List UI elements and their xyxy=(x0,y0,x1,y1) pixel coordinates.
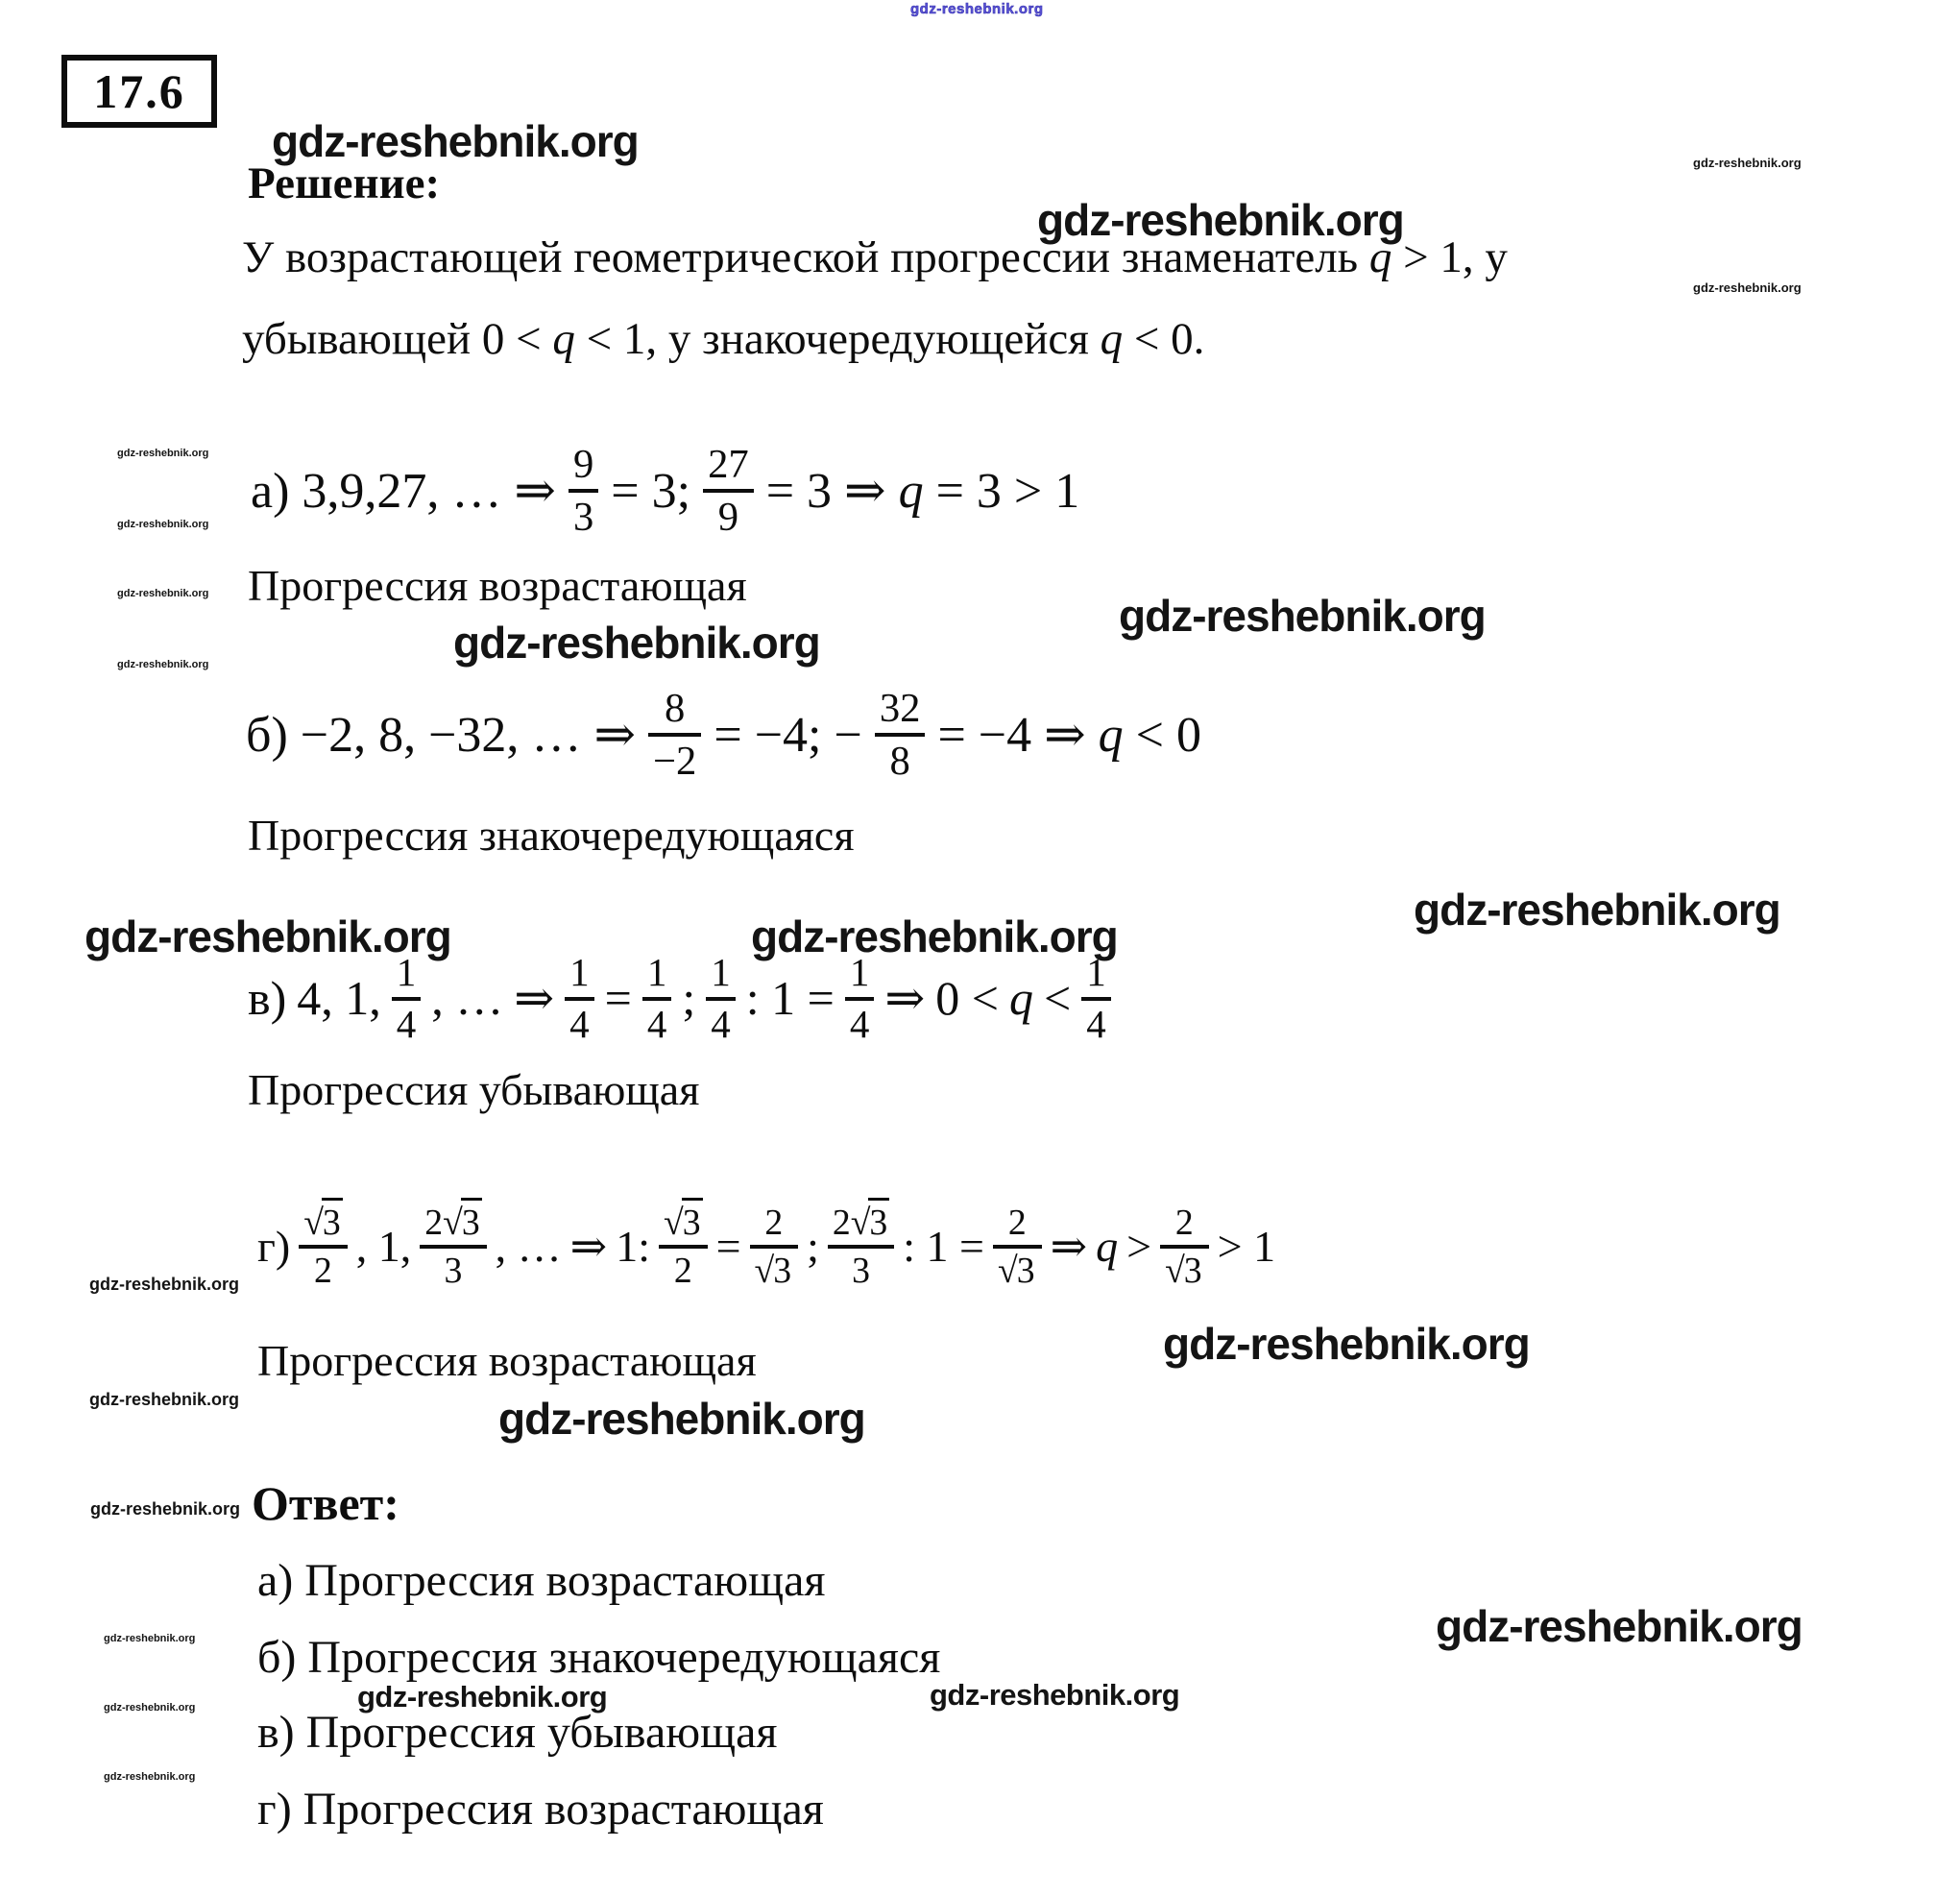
fraction-bar xyxy=(659,1245,708,1249)
q-variable: q xyxy=(1098,707,1124,763)
fraction-bar xyxy=(648,733,701,737)
answer-b: б) Прогрессия знакочередующаяся xyxy=(257,1632,941,1683)
part-label: г) xyxy=(257,1222,291,1272)
fraction: $\frac{1}{4}$ xyxy=(392,953,422,1045)
fraction: $\frac{2}{√3}$ xyxy=(1160,1204,1209,1290)
fraction: $\frac{2√3}{3}$ xyxy=(828,1204,894,1290)
sqrt-sign: √ xyxy=(754,1251,773,1292)
q-variable: q xyxy=(1368,232,1392,282)
implies-arrow: ⇒ xyxy=(593,707,637,763)
implies-arrow: ⇒ xyxy=(514,463,556,519)
fraction: $\frac{√3}{2}$ xyxy=(659,1204,708,1290)
answer-heading: Ответ: xyxy=(252,1476,399,1530)
equation-a: а) 3,9,27, … ⇒ $\frac{9}{3}$ = 3; $\frac{27}{9}$ = 3 ⇒ q = 3 > 1 xyxy=(251,442,1080,541)
watermark: gdz-reshebnik.org xyxy=(272,116,639,166)
conclusion-g: Прогрессия возрастающая xyxy=(257,1336,757,1385)
watermark: gdz-reshebnik.org xyxy=(1037,195,1404,245)
fraction: $\frac{1}{4}$ xyxy=(706,953,736,1045)
equation-g: г) $\frac{√3}{2}$ , 1, $\frac{2√3}{3}$ , … ⇒ 1: $\frac{√3}{2}$ = $\frac{2}{√3}$ ; $\frac{2√3}{3}$ : 1 = $\frac{2}{√3}$ ⇒ q > $\frac{2}{√3}$ > 1 xyxy=(257,1204,1275,1290)
answer-v: в) Прогрессия убывающая xyxy=(257,1707,778,1758)
sequence: −2, 8, −32, … xyxy=(300,707,582,763)
fraction-bar xyxy=(875,733,926,737)
watermark: gdz-reshebnik.org xyxy=(104,1771,196,1783)
fraction: $\frac{1}{4}$ xyxy=(845,953,875,1045)
minus-sign: − xyxy=(834,707,862,763)
fraction-bar xyxy=(828,1245,894,1249)
sqrt-sign: √ xyxy=(664,1203,682,1243)
watermark: gdz-reshebnik.org xyxy=(117,519,209,530)
watermark: gdz-reshebnik.org xyxy=(89,1275,240,1294)
sqrt-sign: √ xyxy=(850,1203,869,1243)
part-label: а) xyxy=(251,463,290,519)
q-variable: q xyxy=(1096,1222,1119,1272)
fraction-bar xyxy=(299,1245,348,1249)
q-variable: q xyxy=(552,314,575,364)
solution-heading: Решение: xyxy=(248,158,441,208)
sequence: 4, 1, xyxy=(297,971,381,1026)
watermark: gdz-reshebnik.org xyxy=(1693,280,1802,295)
implies-arrow: ⇒ xyxy=(569,1222,608,1272)
fraction-bar xyxy=(706,997,736,1001)
answer-a: а) Прогрессия возрастающая xyxy=(257,1555,826,1606)
fraction: $\frac{√3}{2}$ xyxy=(299,1204,348,1290)
sqrt-sign: √ xyxy=(1165,1251,1183,1292)
sqrt-sign: √ xyxy=(998,1251,1016,1292)
watermark: gdz-reshebnik.org xyxy=(1693,156,1802,170)
sequence: 3,9,27, … xyxy=(302,463,502,519)
problem-number-box xyxy=(61,55,217,128)
fraction-bar xyxy=(420,1245,486,1249)
watermark: gdz-reshebnik.org xyxy=(104,1633,196,1644)
implies-arrow: ⇒ xyxy=(514,971,555,1026)
watermark: gdz-reshebnik.org xyxy=(90,1499,241,1519)
intro-line-2: убывающей 0 < q < 1, у знакочередующейся q < 0. xyxy=(242,314,1205,364)
fraction: $\frac{1}{4}$ xyxy=(565,953,594,1045)
watermark: gdz-reshebnik.org xyxy=(498,1394,865,1444)
watermark: gdz-reshebnik.org xyxy=(1414,885,1780,935)
watermark: gdz-reshebnik.org xyxy=(89,1390,240,1409)
problem-number: 17.6 xyxy=(93,63,185,118)
sqrt-sign: √ xyxy=(303,1203,322,1243)
fraction: $\frac{2√3}{3}$ xyxy=(420,1204,486,1290)
fraction: $\frac{1}{4}$ xyxy=(1081,953,1111,1045)
fraction: $\frac{27}{9}$ xyxy=(703,444,754,539)
fraction-bar xyxy=(1081,997,1111,1001)
implies-arrow: ⇒ xyxy=(1044,707,1086,763)
watermark: gdz-reshebnik.org xyxy=(1436,1601,1803,1651)
part-label: б) xyxy=(246,707,288,763)
conclusion-b: Прогрессия знакочередующаяся xyxy=(248,811,855,860)
fraction-bar xyxy=(392,997,422,1001)
watermark: gdz-reshebnik.org xyxy=(453,618,820,668)
watermark: gdz-reshebnik.org xyxy=(117,588,209,599)
fraction: $\frac{32}{8}$ xyxy=(875,688,926,783)
watermark: gdz-reshebnik.org xyxy=(85,912,451,961)
fraction-bar xyxy=(569,489,598,493)
answer-g: г) Прогрессия возрастающая xyxy=(257,1784,824,1835)
fraction: $\frac{1}{4}$ xyxy=(642,953,672,1045)
conclusion-v: Прогрессия убывающая xyxy=(248,1065,700,1114)
fraction-bar xyxy=(642,997,672,1001)
q-variable: q xyxy=(1100,314,1124,364)
watermark: gdz-reshebnik.org xyxy=(1119,591,1486,641)
fraction-bar xyxy=(703,489,754,493)
part-label: в) xyxy=(248,971,287,1026)
watermark: gdz-reshebnik.org xyxy=(104,1702,196,1714)
watermark: gdz-reshebnik.org xyxy=(357,1680,608,1714)
intro-line-1: У возрастающей геометрической прогрессии знаменатель q > 1, у xyxy=(242,232,1508,282)
watermark: gdz-reshebnik.org xyxy=(117,659,209,670)
fraction: $\frac{9}{3}$ xyxy=(569,444,598,539)
equation-b: б) −2, 8, −32, … ⇒ $\frac{8}{-2}$ = −4; − $\frac{32}{8}$ = −4 ⇒ q < 0 xyxy=(246,686,1201,785)
implies-arrow: ⇒ xyxy=(844,463,886,519)
fraction: $\frac{2}{√3}$ xyxy=(993,1204,1042,1290)
fraction: $\frac{8}{-2}$ xyxy=(648,688,701,783)
watermark: gdz-reshebnik.org xyxy=(117,448,209,459)
q-variable: q xyxy=(898,463,924,519)
watermark: gdz-reshebnik.org xyxy=(910,1,1044,17)
fraction-bar xyxy=(565,997,594,1001)
sqrt-sign: √ xyxy=(443,1203,461,1243)
implies-arrow: ⇒ xyxy=(1050,1222,1088,1272)
implies-arrow: ⇒ xyxy=(884,971,926,1026)
fraction-bar xyxy=(845,997,875,1001)
q-variable: q xyxy=(1008,971,1033,1026)
fraction: $\frac{2}{√3}$ xyxy=(750,1204,799,1290)
equation-v: в) 4, 1, $\frac{1}{4}$ , … ⇒ $\frac{1}{4}$ = $\frac{1}{4}$ ; $\frac{1}{4}$ : 1 = $\frac{1}{4}$ ⇒ 0 < q < $\frac{1}{4}$ xyxy=(248,953,1111,1045)
watermark: gdz-reshebnik.org xyxy=(930,1678,1180,1712)
watermark: gdz-reshebnik.org xyxy=(751,912,1118,961)
watermark: gdz-reshebnik.org xyxy=(1163,1319,1530,1369)
conclusion-a: Прогрессия возрастающая xyxy=(248,561,747,610)
